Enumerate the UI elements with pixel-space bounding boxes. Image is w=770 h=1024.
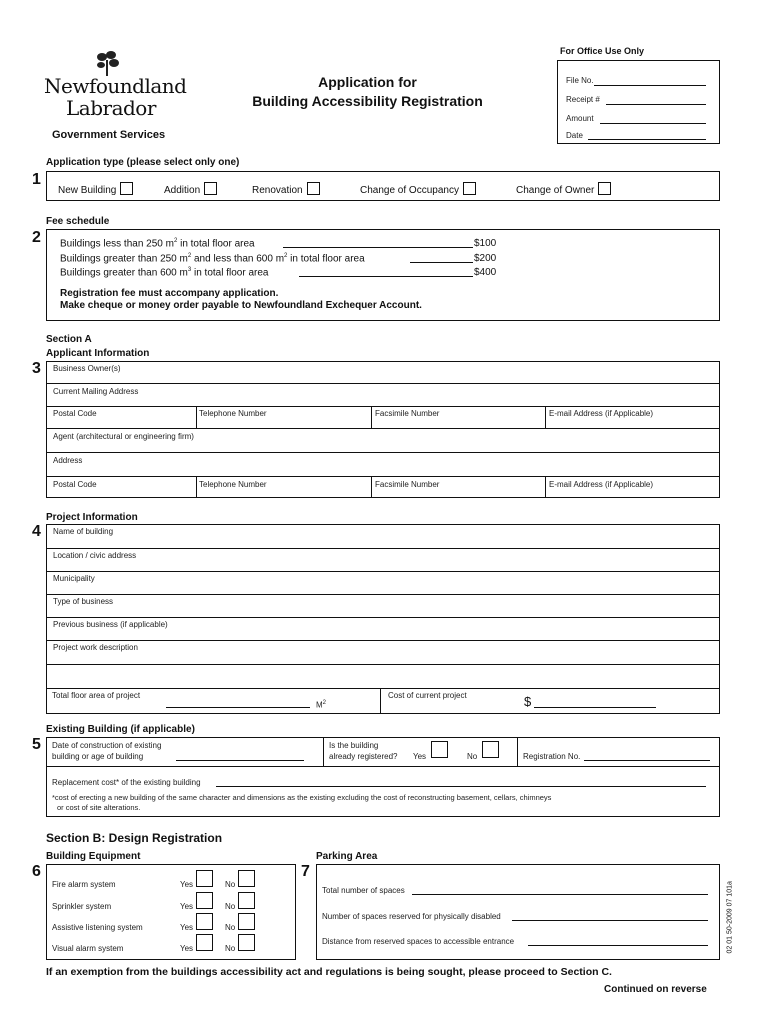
s6-number: 6 bbox=[32, 863, 41, 880]
assistive-listening-label: Assistive listening system bbox=[52, 923, 143, 932]
unit-sup: 2 bbox=[322, 700, 327, 706]
visual-alarm-label: Visual alarm system bbox=[52, 944, 124, 953]
s7-number: 7 bbox=[301, 863, 310, 880]
agent-email-field[interactable]: E-mail Address (if Applicable) bbox=[549, 480, 654, 489]
reserved-spaces-label: Number of spaces reserved for physically disabled bbox=[322, 912, 501, 921]
equipment-heading: Building Equipment bbox=[46, 851, 141, 862]
s4-number: 4 bbox=[32, 523, 41, 540]
office-receipt-label: Receipt # bbox=[566, 95, 600, 104]
fire-alarm-yes-checkbox[interactable] bbox=[196, 870, 213, 887]
fee-label: Buildings greater than 600 m bbox=[60, 267, 188, 279]
total-spaces-label: Total number of spaces bbox=[322, 886, 405, 895]
office-use-box bbox=[557, 60, 720, 144]
s4-divider bbox=[46, 664, 720, 665]
replacement-footnote-2: or cost of site alterations. bbox=[57, 803, 141, 812]
checkbox-new-building[interactable] bbox=[120, 182, 133, 195]
exemption-note: If an exemption from the buildings accessibility act and regulations is being sought, please proceed to Section C. bbox=[46, 966, 612, 978]
mailing-address-field[interactable]: Current Mailing Address bbox=[53, 387, 139, 396]
construction-date-label-1: Date of construction of existing bbox=[52, 741, 162, 750]
checkbox-change-owner[interactable] bbox=[598, 182, 611, 195]
s1-option-label: Renovation bbox=[252, 185, 303, 196]
s5-divider bbox=[46, 766, 720, 767]
sprinkler-yes-label: Yes bbox=[180, 902, 194, 911]
s3-box bbox=[46, 361, 720, 498]
fee-note-1: Registration fee must accompany application. bbox=[60, 288, 279, 299]
s1-option-change-occupancy bbox=[360, 182, 476, 196]
previous-business-field[interactable]: Previous business (if applicable) bbox=[53, 620, 168, 629]
fee-note-2: Make cheque or money order payable to Newfoundland Exchequer Account. bbox=[60, 300, 422, 311]
fee-leader-3 bbox=[299, 276, 473, 277]
fee-row-1 bbox=[60, 238, 255, 249]
fee-sup: 2 bbox=[187, 253, 192, 259]
business-owner-field[interactable]: Business Owner(s) bbox=[53, 364, 121, 373]
sprinkler-label: Sprinkler system bbox=[52, 902, 112, 911]
agent-postal-code-field[interactable]: Postal Code bbox=[53, 480, 97, 489]
visual-alarm-yes-label: Yes bbox=[180, 944, 194, 953]
parking-heading: Parking Area bbox=[316, 851, 378, 862]
checkbox-addition[interactable] bbox=[204, 182, 217, 195]
replacement-cost-label: Replacement cost* of the existing building bbox=[52, 778, 201, 787]
assistive-listening-no-checkbox[interactable] bbox=[238, 913, 255, 930]
construction-date-label-2: building or age of building bbox=[52, 752, 144, 761]
visual-alarm-yes-checkbox[interactable] bbox=[196, 934, 213, 951]
agent-field[interactable]: Agent (architectural or engineering firm) bbox=[53, 432, 194, 441]
construction-date-input[interactable] bbox=[176, 760, 304, 761]
business-type-field[interactable]: Type of business bbox=[53, 597, 114, 606]
s3-number: 3 bbox=[32, 360, 41, 377]
s3-col-divider bbox=[196, 476, 197, 498]
s5-heading: Existing Building (if applicable) bbox=[46, 724, 195, 735]
checkbox-renovation[interactable] bbox=[307, 182, 320, 195]
location-field[interactable]: Location / civic address bbox=[53, 551, 137, 560]
registered-label-1: Is the building bbox=[329, 741, 379, 750]
project-cost-input[interactable] bbox=[534, 707, 656, 708]
fee-sup: 2 bbox=[284, 253, 288, 259]
s4-col-divider bbox=[380, 688, 381, 714]
section-a-label: Section A bbox=[46, 334, 92, 345]
form-code: 02 01 50-2009 07 101a bbox=[726, 881, 734, 954]
registration-number-input[interactable] bbox=[584, 760, 710, 761]
logo-newfoundland: Newfoundland bbox=[44, 74, 187, 98]
replacement-cost-input[interactable] bbox=[216, 786, 706, 787]
continued-on-reverse: Continued on reverse bbox=[604, 984, 707, 995]
s5-col-divider bbox=[323, 737, 324, 766]
registered-yes-checkbox[interactable] bbox=[431, 741, 448, 758]
office-date-label: Date bbox=[566, 131, 583, 140]
logo-labrador: Labrador bbox=[66, 96, 156, 120]
registered-yes-label: Yes bbox=[413, 752, 427, 761]
telephone-field[interactable]: Telephone Number bbox=[199, 409, 267, 418]
fee-label: and less than 600 m bbox=[191, 253, 285, 265]
fax-field[interactable]: Facsimile Number bbox=[375, 409, 440, 418]
project-cost-label: Cost of current project bbox=[388, 691, 467, 700]
s4-divider bbox=[46, 594, 720, 595]
assistive-listening-yes-checkbox[interactable] bbox=[196, 913, 213, 930]
office-date-line[interactable] bbox=[588, 139, 706, 140]
building-name-field[interactable]: Name of building bbox=[53, 527, 114, 536]
floor-area-unit bbox=[316, 700, 326, 710]
s3-col-divider bbox=[371, 406, 372, 428]
s1-option-new-building bbox=[58, 182, 133, 196]
fee-label: Buildings less than 250 m bbox=[60, 238, 174, 250]
s3-divider bbox=[46, 428, 720, 429]
s1-option-label: Change of Occupancy bbox=[360, 185, 459, 196]
fire-alarm-no-label: No bbox=[225, 880, 236, 889]
replacement-footnote-1: *cost of erecting a new building of the same character and dimensions as the existing excluding the cost of reconstructing basement, cellars, chimneys bbox=[52, 793, 552, 802]
visual-alarm-no-checkbox[interactable] bbox=[238, 934, 255, 951]
sprinkler-no-label: No bbox=[225, 902, 236, 911]
s4-box bbox=[46, 524, 720, 714]
s3-heading: Applicant Information bbox=[46, 348, 150, 359]
office-file-line[interactable] bbox=[594, 85, 706, 86]
s1-option-change-owner bbox=[516, 182, 611, 196]
distance-label: Distance from reserved spaces to accessible entrance bbox=[322, 937, 515, 946]
postal-code-field[interactable]: Postal Code bbox=[53, 409, 97, 418]
s5-number: 5 bbox=[32, 736, 41, 753]
sprinkler-no-checkbox[interactable] bbox=[238, 892, 255, 909]
s1-option-label: Addition bbox=[164, 185, 201, 196]
registered-label-2: already registered? bbox=[329, 752, 398, 761]
form-title-line1: Application for bbox=[318, 74, 417, 90]
s4-divider bbox=[46, 640, 720, 641]
s1-option-renovation bbox=[252, 182, 320, 196]
department-name: Government Services bbox=[52, 129, 166, 141]
email-field[interactable]: E-mail Address (if Applicable) bbox=[549, 409, 654, 418]
assistive-listening-yes-label: Yes bbox=[180, 923, 194, 932]
s3-divider bbox=[46, 476, 720, 477]
fee-label: in total floor area bbox=[191, 267, 269, 279]
fee-price-2: $200 bbox=[474, 253, 497, 264]
fee-price-3: $400 bbox=[474, 267, 497, 278]
s4-heading: Project Information bbox=[46, 512, 138, 523]
s1-number: 1 bbox=[32, 171, 41, 188]
s3-divider bbox=[46, 452, 720, 453]
office-receipt-line[interactable] bbox=[606, 104, 706, 105]
s1-heading: Application type (please select only one) bbox=[46, 157, 240, 168]
registration-number-label: Registration No. bbox=[523, 752, 581, 761]
office-file-label: File No. bbox=[566, 76, 594, 85]
s3-divider bbox=[46, 383, 720, 384]
fee-leader-2 bbox=[410, 262, 473, 263]
fee-price-1: $100 bbox=[474, 238, 497, 249]
work-description-field[interactable]: Project work description bbox=[53, 643, 138, 652]
checkbox-change-occupancy[interactable] bbox=[463, 182, 476, 195]
reserved-spaces-input[interactable] bbox=[512, 920, 708, 921]
fee-label: in total floor area bbox=[177, 238, 255, 250]
s1-option-label: Change of Owner bbox=[516, 185, 595, 196]
agent-telephone-field[interactable]: Telephone Number bbox=[199, 480, 267, 489]
fire-alarm-label: Fire alarm system bbox=[52, 880, 116, 889]
office-use-title: For Office Use Only bbox=[560, 46, 645, 56]
fire-alarm-yes-label: Yes bbox=[180, 880, 194, 889]
s3-col-divider bbox=[545, 406, 546, 428]
s4-divider bbox=[46, 571, 720, 572]
s3-col-divider bbox=[371, 476, 372, 498]
form-title-line2: Building Accessibility Registration bbox=[252, 93, 483, 109]
s1-option-addition bbox=[164, 182, 217, 196]
fee-leader-1 bbox=[283, 247, 473, 248]
s1-option-label: New Building bbox=[58, 185, 117, 196]
unit-label: M bbox=[316, 700, 323, 710]
s5-col-divider bbox=[517, 737, 518, 766]
fire-alarm-no-checkbox[interactable] bbox=[238, 870, 255, 887]
s2-heading: Fee schedule bbox=[46, 216, 110, 227]
fee-sup: 2 bbox=[173, 238, 178, 244]
fee-row-3 bbox=[60, 267, 268, 278]
registered-no-label: No bbox=[467, 752, 478, 761]
visual-alarm-no-label: No bbox=[225, 944, 236, 953]
floor-area-label: Total floor area of project bbox=[52, 691, 141, 700]
dollar-sign: $ bbox=[524, 694, 532, 709]
agent-address-field[interactable]: Address bbox=[53, 456, 83, 465]
office-amount-line[interactable] bbox=[600, 123, 706, 124]
sprinkler-yes-checkbox[interactable] bbox=[196, 892, 213, 909]
agent-fax-field[interactable]: Facsimile Number bbox=[375, 480, 440, 489]
office-amount-label: Amount bbox=[566, 114, 594, 123]
assistive-listening-no-label: No bbox=[225, 923, 236, 932]
s3-divider bbox=[46, 406, 720, 407]
fee-sup: 3 bbox=[187, 267, 192, 273]
floor-area-input[interactable] bbox=[166, 707, 310, 708]
section-b-heading: Section B: Design Registration bbox=[46, 831, 223, 845]
s2-number: 2 bbox=[32, 229, 41, 246]
s4-divider bbox=[46, 617, 720, 618]
total-spaces-input[interactable] bbox=[412, 894, 708, 895]
s4-divider bbox=[46, 688, 720, 689]
registered-no-checkbox[interactable] bbox=[482, 741, 499, 758]
fee-label: in total floor area bbox=[287, 253, 365, 265]
municipality-field[interactable]: Municipality bbox=[53, 574, 95, 583]
s3-col-divider bbox=[545, 476, 546, 498]
distance-input[interactable] bbox=[528, 945, 708, 946]
s3-col-divider bbox=[196, 406, 197, 428]
fee-label: Buildings greater than 250 m bbox=[60, 253, 188, 265]
fee-row-2 bbox=[60, 253, 365, 264]
s4-divider bbox=[46, 548, 720, 549]
